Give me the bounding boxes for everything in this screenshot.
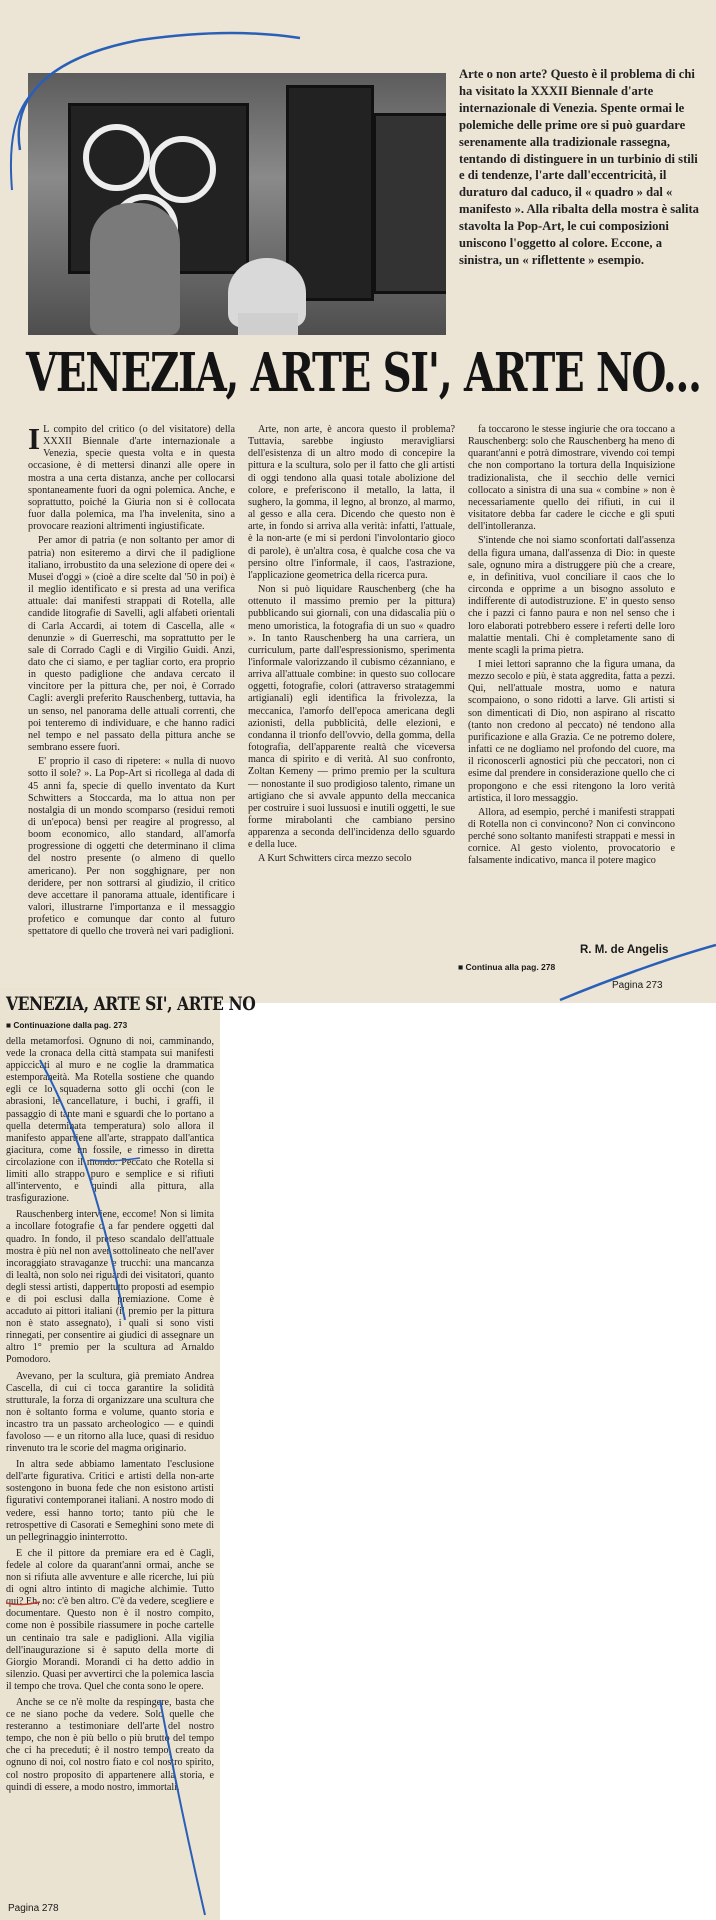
article-column-1 [28,421,235,941]
paragraph: Anche se ce n'è molte da respingere, basta che ce ne siano poche da vedere. Solo quelle che resteranno a testimoniare dell'arte del nostro tempo, che non è più bello o più brutto del tempo che ci ha preceduti; è il nostro tempo, creato da ognuno di noi, col nostro fiato e col nostro spirito, col nostro proposito di appartenere alla storia, e quindi di essere, a modo nostro, immortali. [6,1696,214,1793]
article-column-2 [248,424,455,868]
continuation-note: ■ Continuazione dalla pag. 273 [6,1020,128,1030]
painting-right [373,113,446,294]
paragraph: Arte, non arte, è ancora questo il problema? Tuttavia, sarebbe ingiusto meravigliarsi dell'esistenza di un altro modo di concepire la pittura e la scultura, solo per il fatto che gli artisti di oggi tendono alla quasi totale abolizione del colore, e preferiscono il metallo, la latta, il sughero, la gomma, il legno, al bronzo, al marmo, al gesso e alla cera. Dicendo che questo non è arte, in fondo si arriva alla verità: infatti, l'attuale, è la non-arte (e mi si perdoni l'involontario gioco di parole), è un'altra cosa, è qualche cosa che va persino oltre l'informale, il caos, l'astrazione, l'applicazione geometrica della ricerca pura. [248,424,455,581]
continuation-column [6,1036,214,1798]
paragraph: E che il pittore da premiare era ed è Cagli, fedele al colore da quarant'anni ormai, anche se non si rifiuta alle avventure e alle ricerche, lui più di ogni altro intinto di magiche alchimie. Tutto qui? Eh, no: c'è ben altro. C'è da vedere, scegliere e documentare. Questo non è il nostro compito, come non è possibile riassumere in poche cartelle un centinaio tra sale e padiglioni. Alla vigilia dell'inaugurazione si è saputo della morte di Giorgio Morandi. Morandi ci ha detto addio in silenzio. Quasi per avvertirci che la polemica lascia il tempo che trova. Quel che conta sono le opere. [6,1547,214,1692]
photo-caption: Arte o non arte? Questo è il problema di chi ha visitato la XXXII Biennale d'arte internazionale di Venezia. Spente ormai le polemiche delle prime ore si può guardare serenamente alla tradizionale rassegna, tentando di distinguere in un turbinio di stili e di tendenze, l'arte dall'eccentricità, il duraturo dal caduco, il « quadro » dal « manifesto ». Alla ribalta della mostra è salita stavolta la Pop-Art, le cui composizioni uniscono l'oggetto al colore. Eccone, a sinistra, un « riflettente » esempio. [459,67,699,267]
page-number: Pagina 278 [8,1903,59,1914]
continued-note: ■ Continua alla pag. 278 [458,962,556,972]
paragraph: S'intende che noi siamo sconfortati dall'assenza della figura umana, dall'assenza di Dio: in queste sale, ognuno mira a distruggere più che a creare, e, in definitiva, vuol conciliare il caos che lo circonda e opprime a un bisogno assoluto e indifferente di autodistruzione. E' in questo senso che i pazzi ci fanno paura e non nel senso che i loro elaborati potrebbero essere i referti delle loro malattie mentali. Chi è completamente sano di mente scagli la prima pietra. [468,535,675,656]
exhibition-photo [28,73,446,335]
author-signature: R. M. de Angelis [580,944,669,956]
paragraph: Avevano, per la scultura, già premiato Andrea Cascella, di cui ci tocca garantire la solidità strutturale, la forza di organizzare una scultura che non è soltanto forma e volume, quanto storia e incastro tra un passato archeologico — e quindi favoloso — e un ritorno alla luce, quasi di residuo rinvenuto tra le scorie del magma originario. [6,1370,214,1455]
visitor-figure [90,203,180,335]
paragraph: Rauschenberg interviene, eccome! Non si limita a incollare fotografie o a far pendere oggetti dal quadro. In fondo, il preteso scandalo dell'attuale mostra è più nel non aver sottolineato che nell'aver incoraggiato stravaganze e trucchi: una mancanza di lealtà, non solo nei riguardi dei visitatori, quanto degli stessi artisti, dappertutto proposti ad esempio e di poi esclusi dalla premiazione. Come è accaduto ai pittori italiani (il premio per la pittura non è stato assegnato), i quali si sono visti rinnegati, per consentire ai giudici di assegnare un altro 1° premio per la scultura ad Arnaldo Pomodoro. [6,1209,214,1366]
paragraph: Allora, ad esempio, perché i manifesti strappati di Rotella non ci convincono? Non ci convincono perché sono soltanto manifesti strappati e messi in cornice. Al gesto violento, provocatorio e falsamente indicativo, manca il potere magico [468,806,675,867]
paragraph: Per amor di patria (e non soltanto per amor di patria) non esiteremo a dirvi che il padiglione italiano, irrobustito da una selezione di opere dei « Musei d'oggi » (cioè a dire scelte dal '50 in poi) è il meglio identificato e si presta ad una verifica attuale: dai manifesti strappati di Rotella, alle candide litografie di Savelli, agli alfabeti orientali di Carla Accardi, ai totem di Cascella, alle « denunzie » di Guerreschi, ma soprattutto per le sale di Corrado Cagli e di Virgilio Guidi. Anzi, dato che ci siamo, e per tagliar corto, era proprio in questo padiglione che andava cercato il vincitore per la pittura che, per noi, è Corrado Cagli: avergli preferito Rauschenberg, tuttavia, ha un senso, nel panorama delle attuali correnti, che poi tenteremo di individuare, e che hanno radici nel tempo e nel passato della pittura anche se sembrano essere fuori. [28,535,235,754]
article-headline: VENEZIA, ARTE SI', ARTE NO... [26,342,701,404]
paragraph: fa toccarono le stesse ingiurie che ora toccano a Rauschenberg: solo che Rauschenberg ha meno di quarant'anni e potrà dimostrare, vivendo coi tempi che non comportano la tortura della Inquisizione tradizionalista, che il secchio delle vernici collocato a sinistra di una sua « combine » non è necessariamente quello dei rifiuti, in cui il visitatore debba far cadere le cicche e gli sputi dell'intolleranza. [468,424,675,533]
painting-center [286,85,374,301]
paragraph: della metamorfosi. Ognuno di noi, camminando, vede la cronaca della città stampata sui manifesti appiccicati al muro e ne coglie la drammatica estemporaneità. Ma Rotella sostiene che quando egli ce lo squaderna sotto gli occhi (con le abrasioni, le cancellature, i buchi, i graffi, il passaggio di tante mani e sguardi che lo portano a quella determinata temperatura) solo allora il manifesto appartiene all'arte, strappato dall'antica giacitura, come un fossile, e rimesso in diretta circolazione con il mondo. Peccato che Rotella si limiti allo strappo puro e semplice e si rifiuti all'intervento, e quindi alla pittura, alla trasfigurazione. [6,1036,214,1205]
article-body [28,421,698,954]
article-column-3 [468,424,675,870]
paragraph: I miei lettori sapranno che la figura umana, da mezzo secolo e più, è stata aggredita, fatta a pezzi. Qui, nell'attuale mostra, uomo e natura scompaiono, o sono ridotti a larve. Gli artisti si son dimenticati di Dio, non aspirano al riscatto (tanto non credono al peccato) né tendono alla purificazione e alla Grazia. Ce ne potremo dolere, infatti ce ne dogliamo nel profondo del cuore, ma il riconoscerli agnostici più che peccatori, non ci esime dal prendere in considerazione quello che ci propongono e che essi ritengono la loro verità artistica, il loro messaggio. [468,658,675,804]
paragraph: In altra sede abbiamo lamentato l'esclusione dell'arte figurativa. Critici e artisti della non-arte sostengono in buona fede che non esistono artisti figurativi contemporanei italiani. A nostro modo di vedere, essi hanno torto; tanto più che le retrospettive di Casorati e Semeghini sono mete di un pellegrinaggio ininterrotto. [6,1459,214,1543]
page-number: Pagina 273 [612,980,663,991]
paragraph: L compito del critico (o del visitatore) della XXXII Biennale d'arte internazionale a Venezia, specie questa volta e in questa occasione, è di mettersi dinanzi alle opere in mostra a una certa distanza, anche per collocarsi spontaneamente fuori da ogni polemica. Anche, e soprattutto, poiché la Giuria non si è collocata fuor dalla polemica, ma l'ha invelenita, sino a provocare reazioni altrimenti ingiustificate. [28,424,235,533]
visitor-figure [238,313,298,335]
painting-circle-shape [149,136,216,203]
continued-note-text: Continua alla pag. 278 [465,962,556,972]
drop-cap: I [28,421,41,456]
paragraph: Non si può liquidare Rauschenberg (che ha ottenuto il massimo premio per la pittura) pubblicando sui giornali, con una didascalia più o meno umoristica, la fotografia di un suo « quadro ». In tanto Rauschenberg ha una carriera, un curriculum, parte dall'espressionismo, sperimenta l'informale valorizzando il cubismo cézanniano, e arriva all'attuale combine: in questo suo collocare oggetti, fotografie, colori (attraverso stratagemmi artigianali) egli identifica la frivolezza, la meccanica, l'amorfo dell'epoca americana degli azionisti, della pubblicità, delle elezioni, e condanna il trionfo dell'ovvio, della gomma, della fotografia, dell'apparente realtà che viceversa manca di spirito e di verità. Al suo confronto, Zoltan Kemeny — primo premio per la scultura — nonostante il suo prodigioso talento, rimane un artigiano che si avvale appunto della meccanica per costruire i suoi lussuosi e inutili oggetti, le sue forme mirabolanti che cambiano persino apparenza a seconda dell'incidenza dello sguardo e della luce. [248,584,455,851]
continuation-note-text: Continuazione dalla pag. 273 [13,1020,128,1030]
painting-circle-shape [83,124,150,191]
paragraph: E' proprio il caso di ripetere: « nulla di nuovo sotto il sole? ». La Pop-Art si ricollega al dada di 45 anni fa, specie di quello inventato da Kurt Schwitters a Stoccarda, ma lo attua non per nostalgia di un mondo scomparso (residui remoti di un'epoca) bensì per reagire al progresso, al boom economico, allo standard, all'amorfa progressione di oggetti che determinano il clima del nostro presente (o almeno di quello americano). Per non sogghignare, per non deridere, per non sottrarsi al giudizio, il critico deve accettare il panorama attuale, identificare i valori, illustrarne l'importanza e il messaggio profetico e comunque dar conto al futuro spettatore di quello che troverà nei vari padiglioni. [28,756,235,938]
paragraph: A Kurt Schwitters circa mezzo secolo [258,853,412,865]
continuation-headline: VENEZIA, ARTE SI', ARTE NO [6,994,256,1015]
